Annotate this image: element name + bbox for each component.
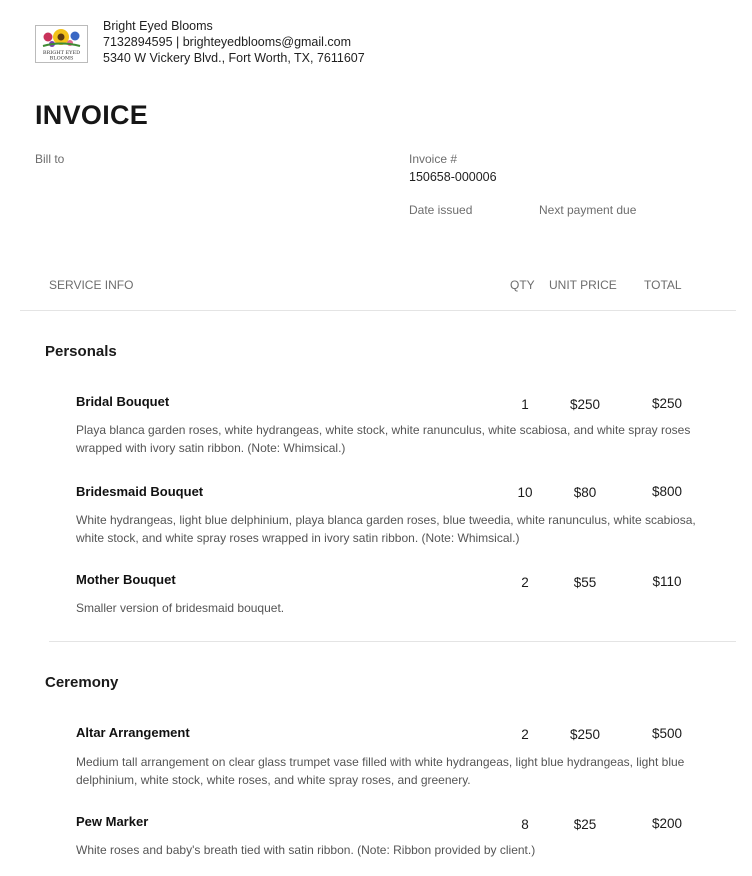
item-total: $200 xyxy=(651,816,683,831)
item-total: $800 xyxy=(651,484,683,499)
item-qty: 2 xyxy=(521,575,529,590)
invoice-number-label: Invoice # xyxy=(409,152,458,166)
business-info xyxy=(103,18,365,66)
item-qty: 2 xyxy=(521,727,529,742)
item-unit-price: $25 xyxy=(573,817,597,832)
item-unit-price: $80 xyxy=(573,485,597,500)
business-address: 5340 W Vickery Blvd., Fort Worth, TX, 7611607 xyxy=(103,51,365,65)
item-description: Smaller version of bridesmaid bouquet. xyxy=(76,601,285,615)
page-title: INVOICE xyxy=(35,100,149,130)
item-name: Pew Marker xyxy=(76,814,149,829)
svg-text:BLOOMS: BLOOMS xyxy=(49,55,74,62)
item-unit-price: $55 xyxy=(573,575,597,590)
business-name: Bright Eyed Blooms xyxy=(103,19,213,33)
item-name: Altar Arrangement xyxy=(76,725,190,740)
column-total: TOTAL xyxy=(644,278,682,292)
section-title-ceremony: Ceremony xyxy=(45,674,119,691)
invoice-number: 150658-000006 xyxy=(409,170,497,184)
column-qty: QTY xyxy=(510,278,535,292)
item-qty: 10 xyxy=(517,485,533,500)
item-name: Mother Bouquet xyxy=(76,572,176,587)
section-title-personals: Personals xyxy=(45,343,117,360)
item-unit-price: $250 xyxy=(569,397,601,412)
item-unit-price: $250 xyxy=(569,727,601,742)
item-name: Bridal Bouquet xyxy=(76,394,170,409)
date-issued-label: Date issued xyxy=(409,203,473,217)
business-logo xyxy=(35,25,88,63)
item-description: Playa blanca garden roses, white hydrangeas, white stock, white ranunculus, white scabiosa, and white spray roses wrapped with ivory satin ribbon. (Note: Whimsical.) xyxy=(76,423,691,455)
item-description: White roses and baby's breath tied with satin ribbon. (Note: Ribbon provided by client.) xyxy=(76,843,536,857)
svg-text:BRIGHT EYED: BRIGHT EYED xyxy=(42,50,81,56)
item-description: White hydrangeas, light blue delphinium, playa blanca garden roses, blue tweedia, white ranunculus, white scabiosa, white stock, and white spray roses wrapped in ivory satin ribbon. (Note: Whimsical.) xyxy=(76,513,696,545)
item-qty: 1 xyxy=(521,397,529,412)
column-unit-price: UNIT PRICE xyxy=(549,278,617,292)
bill-to-label: Bill to xyxy=(35,152,65,166)
item-total: $500 xyxy=(651,726,683,741)
item-total: $250 xyxy=(651,396,683,411)
header-divider xyxy=(20,310,736,311)
next-payment-label: Next payment due xyxy=(539,203,637,217)
column-service-info: SERVICE INFO xyxy=(49,278,134,292)
section-divider xyxy=(49,641,736,642)
item-description: Medium tall arrangement on clear glass trumpet vase filled with white hydrangeas, light blue hydrangeas, light blue delphinium, white stock, white roses, and white spray roses, and greenery. xyxy=(76,755,685,787)
item-total: $110 xyxy=(652,574,682,589)
item-name: Bridesmaid Bouquet xyxy=(76,484,204,499)
business-contact: 7132894595 | brighteyedblooms@gmail.com xyxy=(103,35,352,49)
item-qty: 8 xyxy=(521,817,529,832)
